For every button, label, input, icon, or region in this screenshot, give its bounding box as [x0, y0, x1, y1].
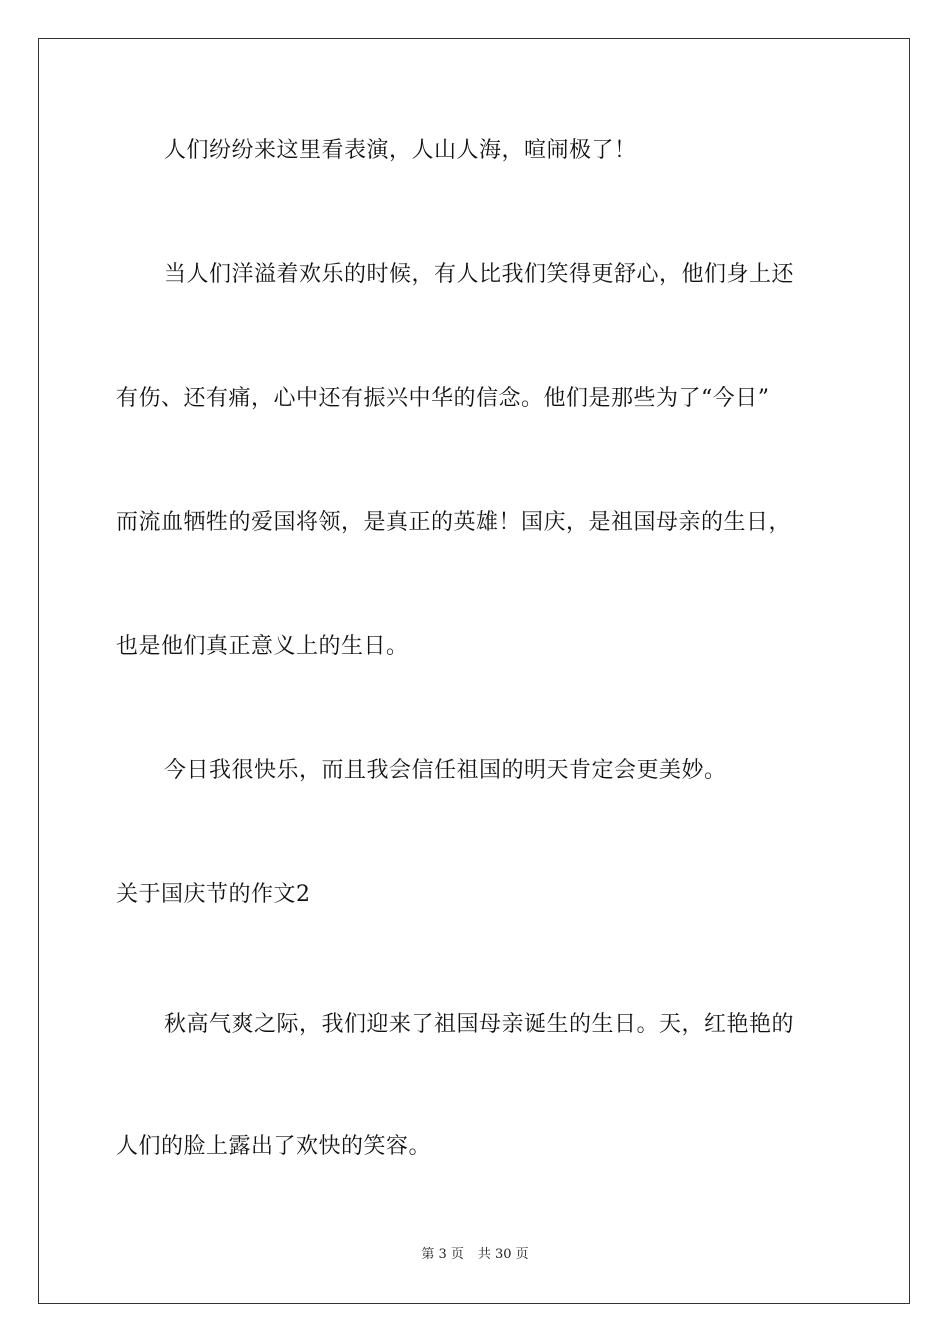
paragraph-line: 而流血牺牲的爱国将领，是真正的英雄！国庆，是祖国母亲的生日， [116, 510, 792, 535]
paragraph-line: 人们的脸上露出了欢快的笑容。 [116, 1134, 432, 1159]
paragraph-line: 今日我很快乐，而且我会信任祖国的明天肯定会更美妙。 [164, 758, 727, 783]
page-footer [0, 1247, 950, 1263]
paragraph-line: 当人们洋溢着欢乐的时候，有人比我们笑得更舒心，他们身上还 [164, 262, 795, 287]
paragraph-line: 也是他们真正意义上的生日。 [116, 634, 409, 659]
paragraph-line: 有伤、还有痛，心中还有振兴中华的信念。他们是那些为了“今日” [116, 386, 770, 411]
page-total: 共 30 页 [477, 1247, 529, 1262]
page-number: 第 3 页 [421, 1247, 464, 1262]
paragraph-line: 秋高气爽之际，我们迎来了祖国母亲诞生的生日。天，红艳艳的 [164, 1012, 795, 1037]
page-frame [38, 38, 910, 1304]
paragraph-line: 人们纷纷来这里看表演，人山人海，喧闹极了！ [164, 138, 637, 163]
section-heading: 关于国庆节的作文2 [116, 882, 311, 907]
